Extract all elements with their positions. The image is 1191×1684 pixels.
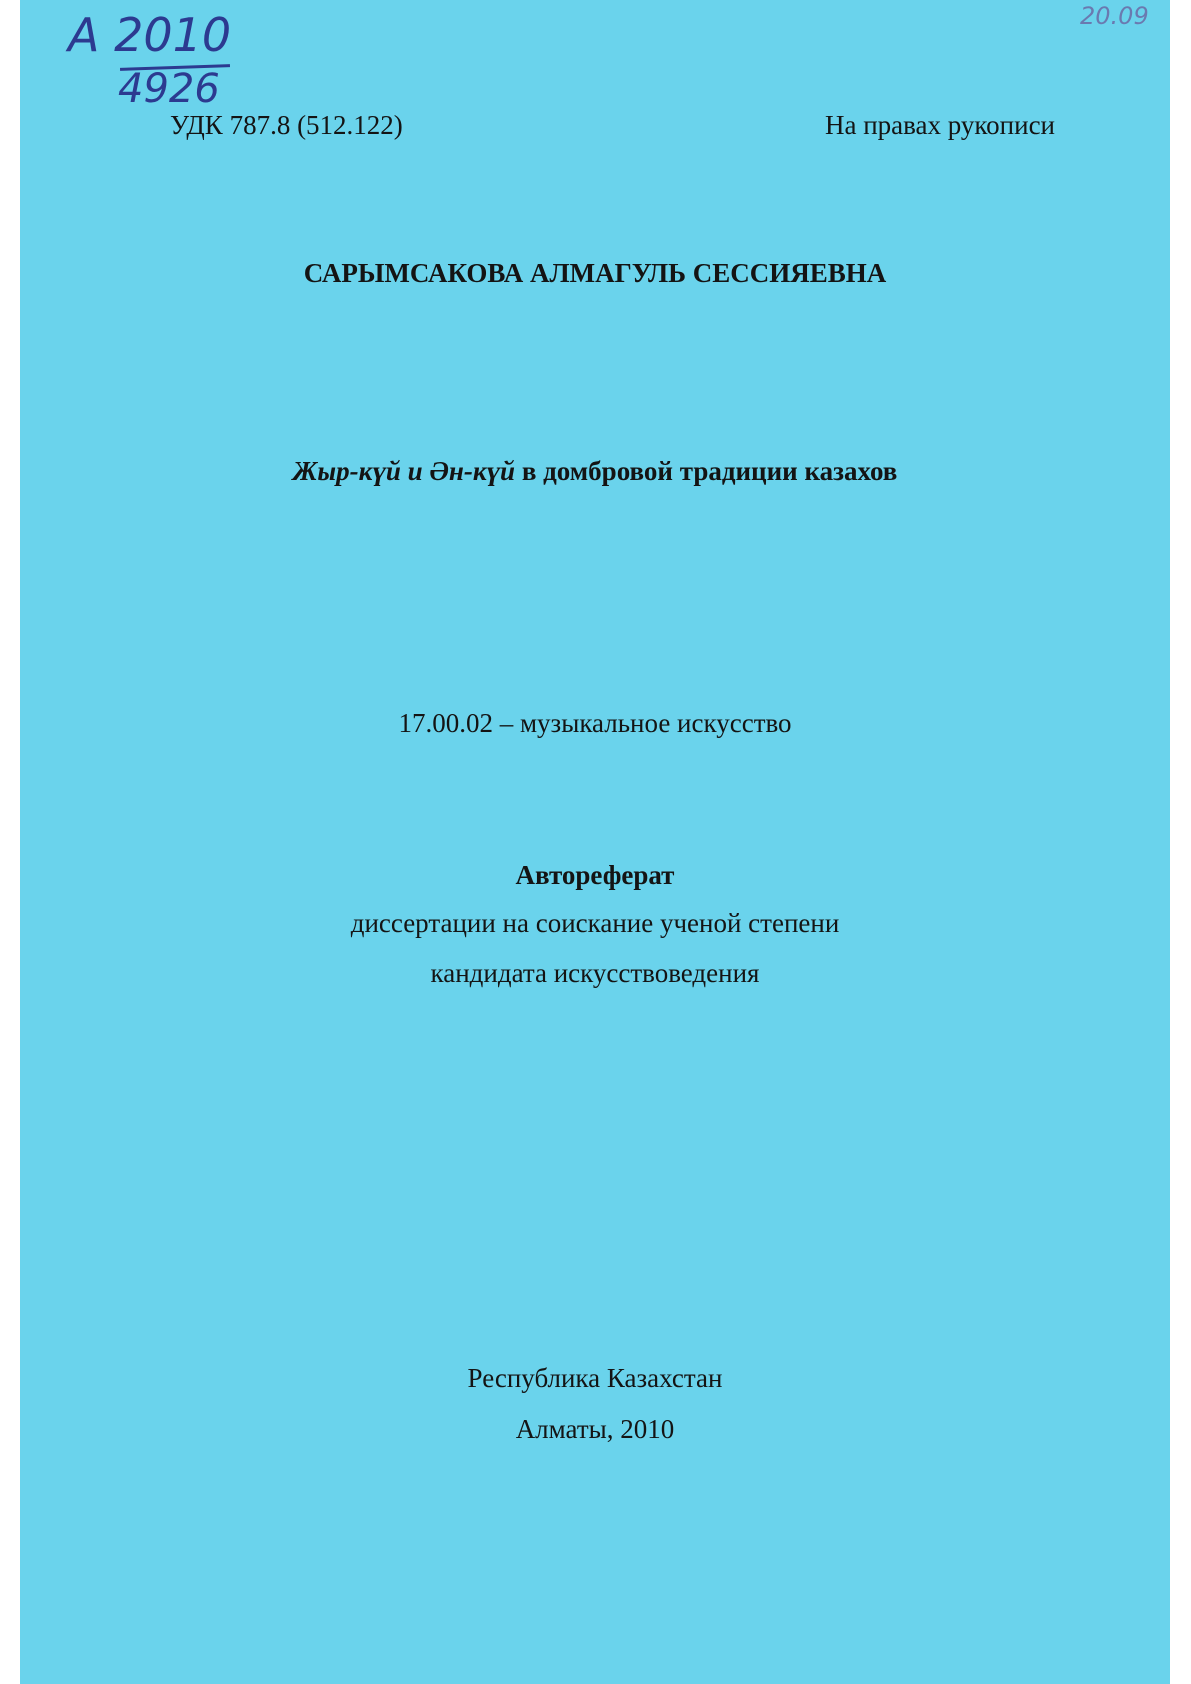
handwritten-code-top: А 2010 — [68, 8, 232, 62]
manuscript-rights: На правах рукописи — [824, 110, 1055, 140]
abstract-heading: Автореферат — [515, 860, 675, 890]
handwritten-date: 20.09 — [1080, 2, 1149, 30]
udk-code: УДК 787.8 (512.122) — [170, 110, 403, 140]
dissertation-title — [20, 456, 1170, 487]
abstract-line-2: кандидата искусствоведения — [430, 958, 760, 988]
country: Республика Казахстан — [467, 1363, 723, 1393]
specialty-code: 17.00.02 – музыкальное искусство — [398, 708, 792, 738]
title-italic-part: Жыр-күй и Ән-күй — [292, 456, 516, 486]
title-regular-part: в домбровой традиции казахов — [515, 456, 898, 486]
document-page — [20, 0, 1170, 1684]
handwritten-code-bottom: 4926 — [118, 66, 220, 112]
abstract-line-1: диссертации на соискание ученой степени — [350, 908, 840, 938]
author-name: САРЫМСАКОВА АЛМАГУЛЬ СЕССИЯЕВНА — [303, 258, 887, 288]
city-year: Алматы, 2010 — [515, 1414, 675, 1444]
